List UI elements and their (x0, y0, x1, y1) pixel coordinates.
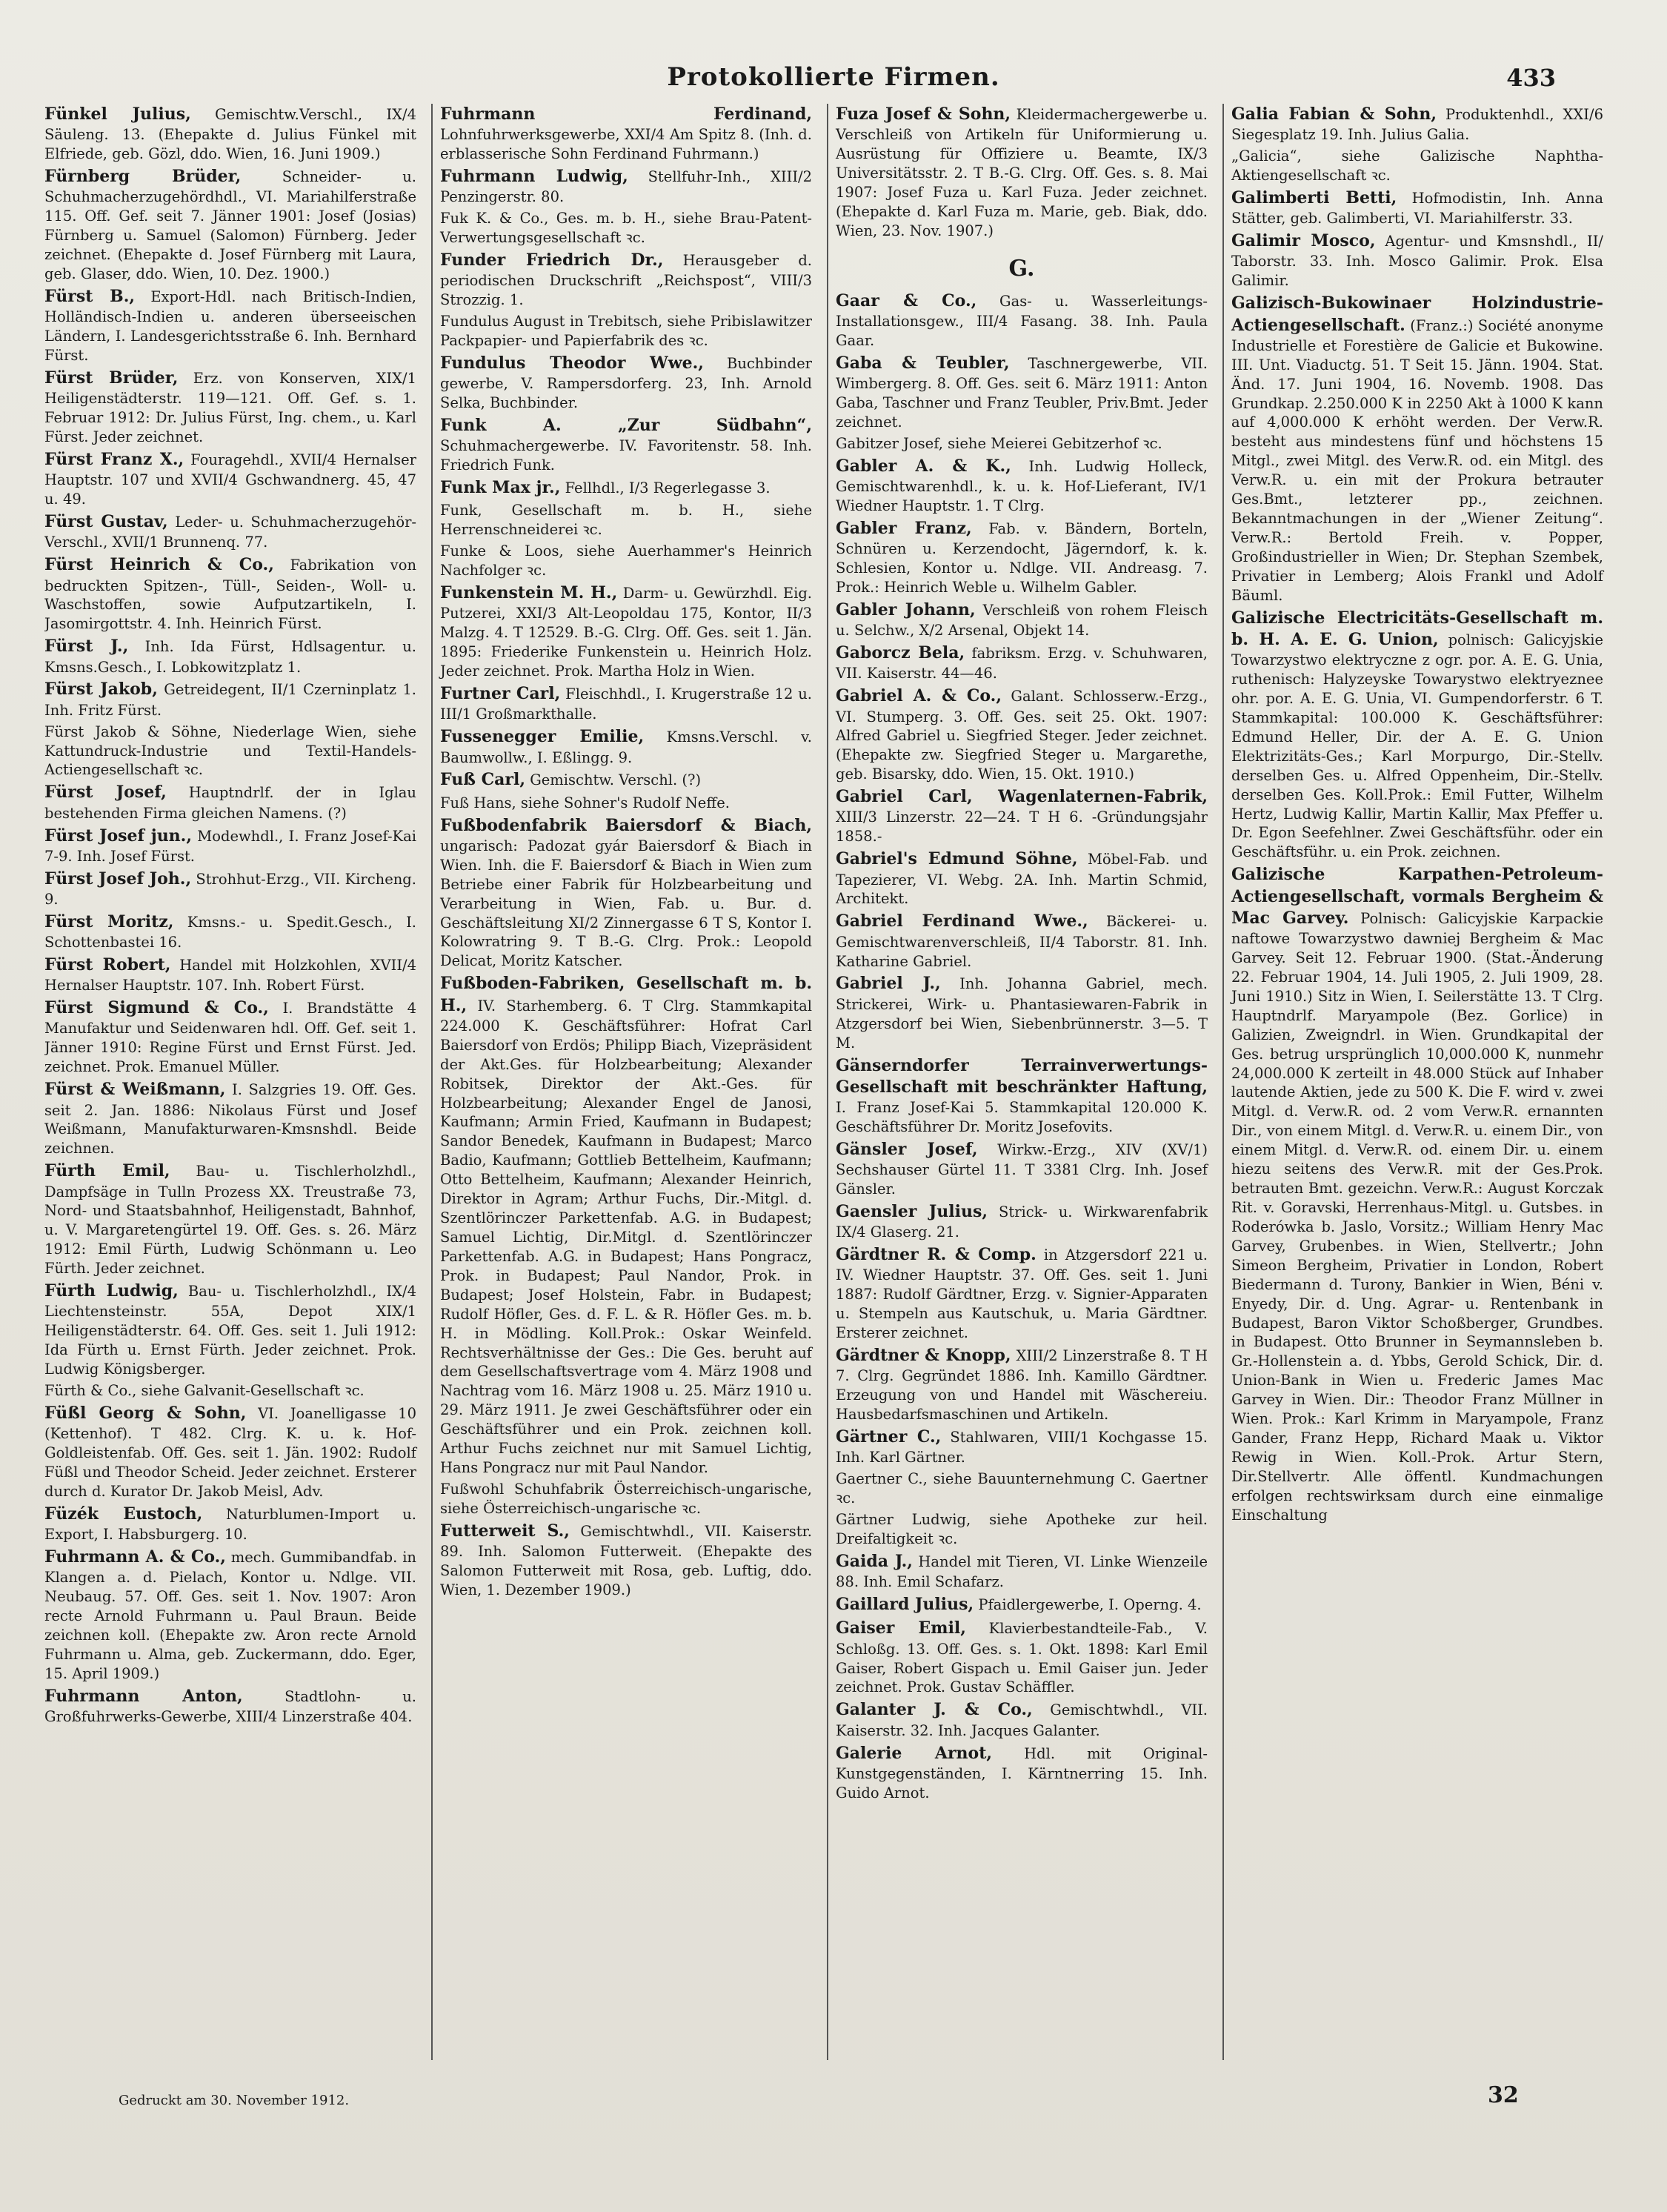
firm-details: Hdl. mit Original-Kunstgegenständen, I. Kärntnerring 15. Inh. Guido Arnot. (836, 1744, 1208, 1801)
firm-details: Fellhdl., I/3 Regerlegasse 3. (565, 479, 771, 497)
firm-name: Galizische Electricitäts-Gesellschaft m. b. H. A. E. G. Union, (1231, 608, 1603, 649)
column-2 (431, 104, 816, 2060)
directory-entry (44, 1079, 416, 1158)
firm-name: Gaborcz Bela, (836, 643, 965, 663)
firm-name: Gaida J., (836, 1551, 913, 1571)
directory-entry (44, 636, 416, 677)
directory-entry (836, 600, 1208, 640)
firm-details: Fabrikation von bedruckten Spitzen-, Tüll-, Seiden-, Woll- u. Waschstoffen, sowie Aufputzartikeln, I. Jasomirgottstr. 4. Inh. Heinrich Fürst. (44, 557, 416, 633)
firm-details: Bäckerei- u. Gemischtwarenverschleiß, II/4 Taborstr. 81. Inh. Katharine Gabriel. (836, 913, 1208, 970)
directory-entry (836, 1510, 1208, 1549)
firm-name: Fuza Josef & Sohn, (836, 104, 1011, 124)
firm-name: Fuhrmann Ludwig, (440, 167, 628, 187)
firm-name: Fundulus Theodor Wwe., (440, 353, 704, 373)
firm-name: Fünkel Julius, (44, 104, 191, 124)
firm-name: Gaiser Emil, (836, 1618, 966, 1638)
firm-details: Funk, Gesellschaft m. b. H., siehe Herrenschneiderei ꝛc. (440, 502, 812, 539)
firm-name: Gabriel's Edmund Söhne, (836, 849, 1078, 869)
directory-entry (440, 769, 812, 791)
directory-entry (836, 685, 1208, 784)
directory-entry (1231, 864, 1603, 1524)
directory-entry (440, 582, 812, 681)
directory-entry (44, 954, 416, 995)
firm-details: Fleischhdl., I. Krugerstraße 12 u. III/1 Großmarkthalle. (440, 685, 812, 723)
firm-name: Galizische Karpathen-Petroleum-Actiengesellschaft, vormals Bergheim & Mac Garvey. (1231, 865, 1603, 928)
firm-name: Fürst J., (44, 637, 129, 657)
directory-entry (440, 815, 812, 972)
firm-details: Bau- u. Tischlerholzhdl., Dampfsäge in Tulln Prozess XX. Treustraße 73, Nord- und Staatsbahnhof, Heiligenstadt, Bahnhof, u. V. Margaretengürtel 19. Off. Ges. s. 26. März 1912: Emil Fürth, Ludwig Schönmann u. Leo Fürth. Jeder zeichnet. (44, 1163, 417, 1278)
directory-entry (836, 786, 1208, 846)
directory-entry (440, 250, 812, 310)
directory-entry (836, 1618, 1208, 1697)
text-columns (44, 104, 1608, 2060)
firm-name: Gabriel J., (836, 974, 941, 994)
firm-details: Lohnfuhrwerksgewerbe, XXI/4 Am Spitz 8. (Inh. d. erblasserische Sohn Ferdinand Fuhrmann.) (440, 126, 812, 163)
firm-details: Inh. Ludwig Holleck, Gemischtwarenhdl., k. u. k. Hof-Lieferant, IV/1 Wiedner Hauptstr. 1. T Clrg. (836, 457, 1208, 514)
directory-entry (836, 353, 1208, 432)
directory-entry (440, 1480, 812, 1518)
firm-name: Fuhrmann Ferdinand, (440, 104, 812, 124)
firm-name: Gabler Franz, (836, 518, 972, 538)
firm-name: Fürst Moritz, (44, 911, 174, 931)
directory-entry (1231, 104, 1603, 145)
firm-details: Fürth & Co., siehe Galvanit-Gesellschaft ꝛc. (44, 1382, 365, 1400)
firm-details: Fuß Hans, siehe Sohner's Rudolf Neffe. (440, 794, 730, 811)
firm-details: Schneider- u. Schuhmacherzugehördhdl., VI. Mariahilferstraße 115. Off. Gef. seit 7. Jänner 1901: Josef (Josias) Fürnberg u. Samuel (Salomon) Fürnberg. Jeder zeichnet. (Ehepakte d. Josef Fürnberg mit Laura, geb. Glaser, ddo. Wien, 10. Dez. 1900.) (44, 168, 416, 283)
directory-entry (440, 973, 812, 1478)
directory-entry (44, 449, 416, 509)
column-3 (827, 104, 1212, 2060)
directory-entry (44, 826, 416, 866)
firm-name: Fürst Josef jun., (44, 826, 192, 846)
page-title: Protokollierte Firmen. (667, 62, 1000, 92)
directory-entry (44, 554, 416, 634)
firm-name: Galimir Mosco, (1231, 231, 1376, 251)
firm-details: Naturblumen-Import u. Export, I. Habsburgerg. 10. (44, 1505, 416, 1544)
firm-name: Fürst Robert, (44, 955, 171, 975)
firm-details: Getreidegent, II/1 Czerninplatz 1. Inh. Fritz Fürst. (44, 681, 417, 719)
directory-entry (836, 848, 1208, 909)
directory-entry (44, 782, 416, 823)
directory-entry (836, 1055, 1208, 1137)
firm-details: „Galicia“, siehe Galizische Naphtha-Aktiengesellschaft ꝛc. (1231, 147, 1603, 185)
firm-name: Gaar & Co., (836, 290, 977, 310)
section-letter: G. (1008, 255, 1035, 282)
firm-details: XIII/2 Linzerstraße 8. T H 7. Clrg. Gegründet 1886. Inh. Kamillo Gärdtner. Erzeugung von und Handel mit Wäschereiu. Hausbedarfsmaschinen und Artikeln. (836, 1347, 1208, 1424)
firm-details: fabriksm. Erzg. v. Schuhwaren, VII. Kaiserstr. 44—46. (836, 645, 1208, 682)
firm-name: Fürst Josef, (44, 783, 167, 803)
directory-entry (440, 1521, 812, 1600)
firm-name: Fürth Ludwig, (44, 1281, 179, 1301)
directory-entry (440, 166, 812, 207)
firm-name: Funk A. „Zur Südbahn“, (440, 416, 812, 436)
firm-name: Futterweit S., (440, 1521, 570, 1541)
firm-details: Stadtlohn- u. Großfuhrwerks-Gewerbe, XIII/4 Linzerstraße 404. (44, 1687, 416, 1726)
firm-details: (Franz.:) Société anonyme Industrielle et Forestière de Galicie et Bukowine. III. Unt. Viaductg. 51. T Seit 15. Jänn. 1904. Stat. Änd. 17. Juni 1904, 16. Novemb. 1908. Das Grundkap. 2.250.000 K in 2250 Akt à 1000 K kann auf 4,000.000 K erhöht werden. Der Verw.R. besteht aus mindestens fünf und höchstens 15 Mitgl., zwei Mitgl. des Verw.R. od. ein Mitgl. des Verw.R. u. ein mit der Prokura betrauter Ges.Bmt., letzterer pp., zeichnen. Bekanntmachungen in der „Wiener Zeitung“. Verw.R.: Bertold Freih. v. Popper, Großindustrieller in Wien; Dr. Stephan Szembek, Privatier in Lemberg; Alois Frankl und Adolf Bäuml. (1231, 316, 1603, 604)
firm-details: Gemischtw.Verschl., IX/4 Säuleng. 13. (Ehepakte d. Julius Fünkel mit Elfriede, geb. Gözl, ddo. Wien, 16. Juni 1909.) (44, 106, 416, 163)
firm-name: Fürst Franz X., (44, 449, 184, 469)
firm-name: Funder Friedrich Dr., (440, 250, 664, 270)
firm-details: Herausgeber d. periodischen Druckschrift „Reichspost“, VIII/3 Strozzig. 1. (440, 252, 813, 309)
firm-details: Fußwohl Schuhfabrik Österreichisch-ungarische, siehe Österreichisch-ungarische ꝛc. (440, 1480, 812, 1517)
directory-entry (440, 542, 812, 580)
firm-name: Galia Fabian & Sohn, (1231, 104, 1437, 124)
directory-entry (440, 209, 812, 248)
firm-name: Fürst Josef Joh., (44, 868, 192, 889)
firm-name: Galerie Arnot, (836, 1743, 993, 1763)
firm-name: Gabriel Ferdinand Wwe., (836, 911, 1088, 931)
directory-entry (44, 1160, 416, 1278)
directory-entry (44, 1504, 416, 1544)
firm-name: Fürst Heinrich & Co., (44, 555, 274, 575)
directory-entry (44, 911, 416, 952)
firm-details: Kmsns.Verschl. v. Baumwollw., I. Eßlingg. 9. (440, 728, 813, 766)
firm-name: Gabriel A. & Co., (836, 686, 1002, 706)
firm-name: Gaba & Teubler, (836, 353, 1010, 373)
firm-details: VI. Joanelligasse 10 (Kettenhof). T 482. Clrg. K. u. k. Hof-Goldleistenfab. Off. Ges. seit 1. Jän. 1902: Rudolf Füßl und Theodor Scheid. Jeder zeichnet. Ersterer durch d. Kurator Dr. Jakob Meisl, Adv. (44, 1404, 416, 1500)
firm-details: Gärtner Ludwig, siehe Apotheke zur heil. Dreifaltigkeit ꝛc. (836, 1511, 1208, 1547)
firm-name: Fürst & Weißmann, (44, 1080, 226, 1100)
firm-name: Galizisch-Bukowinaer Holzindustrie-Actiengesellschaft. (1231, 293, 1603, 335)
directory-entry (836, 642, 1208, 683)
directory-entry (836, 1139, 1208, 1199)
firm-details: Agentur- und Kmsnshdl., II/ Taborstr. 33. Inh. Mosco Galimir. Prok. Elsa Galimir. (1231, 233, 1603, 290)
firm-name: Gänserndorfer Terrainverwertungs-Gesellschaft mit beschränkter Haftung, (836, 1055, 1208, 1097)
directory-entry (44, 868, 416, 909)
firm-details: Kmsns.- u. Spedit.Gesch., I. Schottenbastei 16. (44, 913, 417, 951)
directory-entry (44, 166, 416, 284)
firm-name: Gänsler Josef, (836, 1139, 978, 1159)
directory-entry (836, 973, 1208, 1052)
directory-entry (1231, 230, 1603, 290)
firm-name: Funkenstein M. H., (440, 583, 618, 603)
directory-entry (440, 353, 812, 413)
firm-name: Fussenegger Emilie, (440, 727, 645, 747)
directory-entry (836, 1426, 1208, 1467)
firm-name: Fürnberg Brüder, (44, 167, 242, 187)
firm-name: Fuhrmann Anton, (44, 1686, 243, 1706)
directory-entry (836, 434, 1208, 454)
directory-entry (440, 683, 812, 724)
column-1 (44, 104, 421, 2060)
directory-entry (1231, 293, 1603, 605)
firm-name: Gaensler Julius, (836, 1201, 988, 1221)
firm-name: Fuhrmann A. & Co., (44, 1547, 226, 1567)
directory-entry (44, 679, 416, 720)
firm-details: Fouragehdl., XVII/4 Hernalser Hauptstr. 107 und XVII/4 Gschwandnerg. 45, 47 u. 49. (44, 451, 417, 508)
firm-details: I. Salzgries 19. Off. Ges. seit 2. Jan. 1886: Nikolaus Fürst und Josef Weißmann, Manufakturwaren-Kmsnshdl. Beide zeichnen. (44, 1081, 416, 1158)
directory-entry (836, 1201, 1208, 1242)
firm-name: Gabler Johann, (836, 600, 976, 620)
firm-details: Bau- u. Tischlerholzhdl., IX/4 Liechtensteinstr. 55A, Depot XIX/1 Heiligenstädterstr. 64. Off. Ges. seit 1. Juli 1912: Ida Fürth u. Ernst Fürth. Jeder zeichnet. Prok. Ludwig Königsberger. (44, 1283, 416, 1378)
firm-details: Hauptndrlf. der in Iglau bestehenden Firma gleichen Namens. (?) (44, 784, 416, 822)
directory-entry (1231, 147, 1603, 185)
directory-entry (836, 1551, 1208, 1592)
firm-details: Inh. Ida Fürst, Hdlsagentur. u. Kmsns.Gesch., I. Lobkowitzplatz 1. (44, 638, 417, 676)
directory-entry (836, 518, 1208, 597)
column-4 (1222, 104, 1608, 2060)
firm-details: Fürst Jakob & Söhne, Niederlage Wien, siehe Kattundruck-Industrie und Textil-Handels-Actiengesellschaft ꝛc. (44, 723, 416, 779)
firm-details: Buchbinder gewerbe, V. Rampersdorferg. 23, Inh. Arnold Selka, Buchbinder. (440, 355, 812, 412)
directory-entry (440, 726, 812, 767)
directory-entry (836, 456, 1208, 516)
firm-name: Fürth Emil, (44, 1161, 170, 1181)
firm-details: Gas- u. Wasserleitungs-Installationsgew., III/4 Fasang. 38. Inh. Paula Gaar. (836, 292, 1208, 349)
directory-entry (836, 1594, 1208, 1615)
firm-details: Strohhut-Erzg., VII. Kircheng. 9. (44, 870, 416, 908)
firm-details: Export-Hdl. nach Britisch-Indien, Holländisch-Indien u. anderen überseeischen Ländern, I. Landesgerichtsstraße 6. Inh. Bernhard Fürst. (44, 288, 416, 365)
firm-details: Polnisch: Galicyjskie Karpackie naftowe Towarzystwo dawniej Bergheim & Mac Garvey. Seit 12. Februar 1900. (Stat.-Änderung 22. Februar 1904, 14. Juli 1905, 2. Juli 1909, 28. Juni 1910.) Sitz in Wien, I. Seilerstätte 13. T Clrg. Hauptndrlf. Maryampole (Bez. Gorlice) in Galizien, Zweigndrl. in Wien. Grundkapital der Ges. betrug ursprünglich 10,000.000 K, nunmehr 24,000.000 K zerteilt in 48.000 Stück auf Inhaber lautende Aktien, jede zu 500 K. Die F. wird v. zwei Mitgl. d. Verw.R. od. 2 vom Verw.R. ernannten Dir., von einem Mitgl. d. Verw.R. u. einem Dir., von einem Mitgl. d. Verw.R. od. einem Dir. u. einem hiezu seitens des Verw.R. mit der Ges.Prok. betrauten Bmt. gezeichn. Verw.R.: August Korczak Rit. v. Goravski, Herrenhaus-Mitgl. u. Gutsbes. in Roderówka b. Jaslo, Vorsitz.; William Henry Mac Garvey, Grubenbes. in Wien, Stellvertr.; John Simeon Bergheim, Privatier in London, Robert Biedermann d. Turony, Bankier in Wien, Béni v. Enyedy, Dir. d. Ung. Agrar- u. Rentenbank in Budapest, Baron Viktor Schoßberger, Grundbes. in Budapest. Otto Brunner in Seymannsleben b. Gr.-Hollenstein a. d. Ybbs, Gerold Schick, Dir. d. Union-Bank in Wien u. Frederic James Mac Garvey in Wien. Dir.: Theodor Franz Müllner in Wien. Prok.: Karl Krimm in Maryampole, Franz Gander, Franz Hepp, Richard Maak u. Viktor Rewig in Wien. Koll.-Prok. Artur Stern, Dir.Stellvertr. Alle öffentl. Kundmachungen erfolgen rechtswirksam durch eine einmalige Einschaltung (1231, 909, 1604, 1524)
firm-name: Fürst Gustav, (44, 512, 168, 532)
firm-details: Leder- u. Schuhmacherzugehör-Verschl., XVII/1 Brunnenq. 77. (44, 514, 417, 551)
firm-details: Gemischtw. Verschl. (?) (530, 771, 702, 789)
directory-entry (836, 1469, 1208, 1508)
firm-details: Möbel-Fab. und Tapezierer, VI. Webg. 2A. Inh. Martin Schmid, Architekt. (836, 851, 1208, 908)
directory-entry (44, 723, 416, 780)
directory-entry (44, 1547, 416, 1684)
directory-entry (44, 1403, 416, 1501)
firm-details: Funke & Loos, siehe Auerhammer's Heinrich Nachfolger ꝛc. (440, 542, 812, 579)
directory-entry (1231, 608, 1603, 863)
firm-details: Klavierbestandteile-Fab., V. Schloßg. 13. Off. Ges. s. 1. Okt. 1898: Karl Emil Gaiser, Robert Gispach u. Emil Gaiser jun. Jeder zeichnet. Prok. Gustav Schäffler. (836, 1620, 1208, 1696)
firm-details: in Atzgersdorf 221 u. IV. Wiedner Hauptstr. 37. Off. Ges. seit 1. Juni 1887: Rudolf Gärdtner, Erzg. v. Signier-Apparaten u. Stempeln aus Kautschuk, u. Maria Gärdtner. Ersterer zeichnet. (836, 1246, 1208, 1342)
firm-details: Gaertner C., siehe Bauunternehmung C. Gaertner ꝛc. (836, 1470, 1208, 1507)
firm-name: Füzék Eustoch, (44, 1504, 203, 1524)
directory-entry (44, 1381, 416, 1401)
firm-name: Galanter J. & Co., (836, 1700, 1033, 1720)
firm-details: Fuk K. & Co., Ges. m. b. H., siehe Brau-Patent-Verwertungsgesellschaft ꝛc. (440, 210, 812, 247)
directory-entry (44, 511, 416, 552)
firm-details: Schuhmachergewerbe. IV. Favoritenstr. 58. Inh. Friedrich Funk. (440, 437, 812, 474)
firm-details: Taschnergewerbe, VII. Wimbergerg. 8. Off. Ges. seit 6. März 1911: Anton Gaba, Taschner und Franz Teubler, Priv.Bmt. Jeder zeichnet. (836, 354, 1208, 431)
directory-entry (836, 1244, 1208, 1343)
directory-entry (440, 501, 812, 539)
firm-details: Pfaidlergewerbe, I. Operng. 4. (978, 1596, 1202, 1614)
directory-entry (44, 997, 416, 1077)
firm-name: Fürst Sigmund & Co., (44, 998, 269, 1018)
firm-details: mech. Gummibandfab. in Klangen a. d. Pielach, Kontor u. Ndlge. VII. Neubaug. 57. Off. Ges. seit 1. Nov. 1907: Aron recte Arnold Fuhrmann u. Paul Braun. Beide zeichnen koll. (Ehepakte zw. Aron recte Arnold Fuhrmann u. Alma, geb. Zuckermann, ddo. Eger, 15. April 1909.) (44, 1549, 416, 1682)
firm-details: ungarisch: Padozat gyár Baiersdorf & Biach in Wien. Inh. die F. Baiersdorf & Biach in Wien zum Betriebe einer Fabrik für Holzbearbeitung und Verarbeitung in Wien, Fab. u. Bur. d. Geschäftsleitung XI/2 Zinnergasse 6 T S, Kontor I. Kolowratring 9. T B.-G. Clrg. Prok.: Leopold Delicat, Moritz Katscher. (440, 837, 812, 970)
firm-name: Gabriel Carl, Wagenlaternen-Fabrik, (836, 787, 1208, 807)
firm-name: Fußbodenfabrik Baiersdorf & Biach, (440, 815, 812, 835)
firm-name: Fuß Carl, (440, 770, 525, 790)
directory-entry (440, 794, 812, 813)
directory-entry (836, 1345, 1208, 1424)
directory-entry (1231, 187, 1603, 228)
firm-details: Fab. v. Bändern, Borteln, Schnüren u. Kerzendocht, Jägerndorf, k. k. Schlesien, Kontor u. Ndlge. VII. Andreasg. 7. Prok.: Heinrich Weble u. Wilhelm Gabler. (836, 519, 1208, 596)
directory-entry (44, 1281, 416, 1379)
firm-name: Fürst Brüder, (44, 368, 179, 388)
directory-entry (836, 911, 1208, 971)
firm-details: Darm- u. Gewürzhdl. Eig. Putzerei, XXI/3 Alt-Leopoldau 175, Kontor, II/3 Malzg. 4. T 12529. B.-G. Clrg. Off. Ges. seit 1. Jän. 1895: Friederike Funkenstein u. Heinrich Holz. Jeder zeichnet. Prok. Martha Holz in Wien. (440, 585, 813, 680)
firm-details: IV. Starhemberg. 6. T Clrg. Stammkapital 224.000 K. Geschäftsführer: Hofrat Carl Baiersdorf von Erdös; Philipp Biach, Vizepräsident der Akt.Ges. für Holzbearbeitung; Alexander Robitsek, Direktor der Akt.-Ges. für Holzbearbeitung; Alexander Engel de Janosi, Kaufmann; Armin Fried, Kaufmann in Budapest; Sandor Benedek, Kaufmann in Budapest; Marco Badio, Kaufmann; Gottlieb Bettelheim, Kaufmann; Otto Bettelheim, Kaufmann; Alexander Heinrich, Direktor in Agram; Arthur Fuchs, Dir.-Mitgl. d. Szentlörinczer Parkettenfab. A.G. in Budapest; Samuel Lichtig, Dir.Mitgl. d. Szentlörinczer Parkettenfab. A.G. in Budapest; Hans Pongracz, Prok. in Budapest; Paul Nandor, Prok. in Budapest; Josef Holstein, Fabr. in Budapest; Rudolf Höfler, Ges. d. F. L. & R. Höfler Ges. m. b. H. in Mödling. Koll.Prok.: Oskar Weinfeld. Rechtsverhältnisse der Ges.: Die Ges. beruht auf dem Gesellschaftsvertrage vom 4. März 1908 und Nachtrag vom 16. März 1908 u. 25. März 1910 u. 29. März 1911. Je zwei Geschäftsführer oder ein Geschäftsführer und ein Prok. zeichnen koll. Arthur Fuchs zeichnet nur mit Samuel Lichtig, Hans Pongracz nur mit Paul Nandor. (440, 997, 812, 1477)
firm-details: Strick- u. Wirkwarenfabrik IX/4 Glaserg. 21. (836, 1203, 1208, 1241)
firm-details: Produktenhdl., XXI/6 Siegesplatz 19. Inh. Julius Galia. (1231, 106, 1603, 144)
firm-name: Gaillard Julius, (836, 1595, 974, 1615)
firm-details: Handel mit Tieren, VI. Linke Wienzeile 88. Inh. Emil Schafarz. (836, 1552, 1208, 1591)
firm-name: Fürst Jakob, (44, 680, 158, 700)
directory-entry (836, 290, 1208, 351)
firm-details: Verschleiß von rohem Fleisch u. Selchw., X/2 Arsenal, Objekt 14. (836, 601, 1208, 640)
firm-name: Gabler A. & K., (836, 456, 1011, 476)
firm-details: Stellfuhr-Inh., XIII/2 Penzingerstr. 80. (440, 168, 813, 206)
directory-entry (836, 1743, 1208, 1803)
firm-name: Gärtner C., (836, 1427, 942, 1447)
print-date: Gedruckt am 30. November 1912. (119, 2093, 350, 2108)
sheet-signature: 32 (1488, 2082, 1519, 2108)
firm-details: Hofmodistin, Inh. Anna Stätter, geb. Galimberti, VI. Mariahilferstr. 33. (1231, 190, 1603, 227)
firm-name: Funk Max jr., (440, 478, 561, 498)
page-header (44, 58, 1623, 102)
firm-details: Inh. Johanna Gabriel, mech. Strickerei, Wirk- u. Phantasiewaren-Fabrik in Atzgersdorf bei Wien, Siebenbrünnerstr. 3—5. T M. (836, 975, 1208, 1052)
firm-details: XIII/3 Linzerstr. 22—24. T H 6. -Gründungsjahr 1858.- (836, 808, 1208, 846)
firm-name: Gärdtner R. & Comp. (836, 1245, 1037, 1265)
firm-details: Handel mit Holzkohlen, XVII/4 Hernalser Hauptstr. 107. Inh. Robert Fürst. (44, 957, 417, 994)
directory-entry (44, 368, 416, 447)
firm-details: Gabitzer Josef, siehe Meierei Gebitzerhof ꝛc. (836, 434, 1162, 452)
firm-details: I. Franz Josef-Kai 5. Stammkapital 120.000 K. Geschäftsführer Dr. Moritz Josefovits. (836, 1099, 1208, 1135)
firm-details: Kleidermachergewerbe u. Verschleiß von Artikeln für Uniformierung u. Ausrüstung für Offiziere u. Beamte, IX/3 Universitätsstr. 2. T B.-G. Clrg. Off. Ges. s. 8. Mai 1907: Josef Fuza u. Karl Fuza. Jeder zeichnet. (Ehepakte d. Karl Fuza m. Marie, geb. Biak, ddo. Wien, 23. Nov. 1907.) (836, 106, 1208, 239)
firm-name: Furtner Carl, (440, 684, 561, 704)
directory-entry (44, 104, 416, 164)
directory-entry (44, 286, 416, 365)
firm-details: Erz. von Konserven, XIX/1 Heiligenstädterstr. 119—121. Off. Gef. s. 1. Februar 1912: Dr. Julius Fürst, Ing. chem., u. Karl Fürst. Jeder zeichnet. (44, 369, 416, 446)
directory-entry (440, 477, 812, 499)
firm-details: Wirkw.-Erzg., XIV (XV/1) Sechshauser Gürtel 11. T 3381 Clrg. Inh. Josef Gänsler. (836, 1140, 1208, 1198)
firm-details: Galant. Schlosserw.-Erzg., VI. Stumperg. 3. Off. Ges. seit 25. Okt. 1907: Alfred Gabriel u. Siegfried Steger. Jeder zeichnet. (Ehepakte zw. Siegfried Steger u. Margarethe, geb. Bisarsky, ddo. Wien, 15. Okt. 1910.) (836, 688, 1208, 783)
directory-entry (836, 104, 1208, 241)
firm-name: Galimberti Betti, (1231, 188, 1397, 208)
directory-entry (44, 1686, 416, 1727)
firm-details: Gemischtwhdl., VII. Kaiserstr. 32. Inh. Jacques Galanter. (836, 1701, 1208, 1739)
firm-name: Fußboden-Fabriken, Gesellschaft m. b. H., (440, 974, 812, 1015)
page-number: 433 (1506, 64, 1556, 92)
directory-entry (440, 415, 812, 475)
firm-name: Fürst B., (44, 286, 136, 306)
directory-entry (836, 1699, 1208, 1740)
firm-details: polnisch: Galicyjskie Towarzystwo elektryczne z ogr. por. A. E. G. Unia, ruthenisch: Halyzeyske Towarystwo elektryeznee ohr. por. A. E. G. Unia, VI. Gumpendorferstr. 6 T. Stammkapital: 100.000 K. Geschäftsführer: Edmund Heller, Dir. der A. E. G. Union Elektrizitäts-Ges.; Karl Morpurgo, Dir.-Stellv. derselben Ges. u. Alfred Oppenheim, Dir.-Stellv. derselben Ges. Koll.Prok.: Emil Futter, Wilhelm Hertz, Ludwig Kallir, Martin Kallir, Max Pfeffer u. Dr. Egon Seefehlner. Zwei Geschäftsführ. oder ein Geschäftsführ. u. ein Prok. zeichnen. (1231, 631, 1603, 861)
firm-details: Modewhdl., I. Franz Josef-Kai 7-9. Inh. Josef Fürst. (44, 827, 416, 865)
firm-details: I. Brandstätte 4 Manufaktur und Seidenwaren hdl. Off. Gef. seit 1. Jänner 1910: Regine Fürst und Ernst Fürst. Jed. zeichnet. Prok. Emanuel Müller. (44, 1000, 416, 1076)
firm-details: Stahlwaren, VIII/1 Kochgasse 15. Inh. Karl Gärtner. (836, 1429, 1208, 1467)
firm-details: Gemischtwhdl., VII. Kaiserstr. 89. Inh. Salomon Futterweit. (Ehepakte des Salomon Futterweit mit Rosa, geb. Luftig, ddo. Wien, 1. Dezember 1909.) (440, 1522, 812, 1598)
firm-name: Füßl Georg & Sohn, (44, 1403, 247, 1423)
directory-entry (440, 104, 812, 164)
firm-details: Fundulus August in Trebitsch, siehe Pribislawitzer Packpapier- und Papierfabrik des ꝛc. (440, 313, 812, 350)
firm-name: Gärdtner & Knopp, (836, 1346, 1011, 1366)
directory-entry (440, 312, 812, 351)
